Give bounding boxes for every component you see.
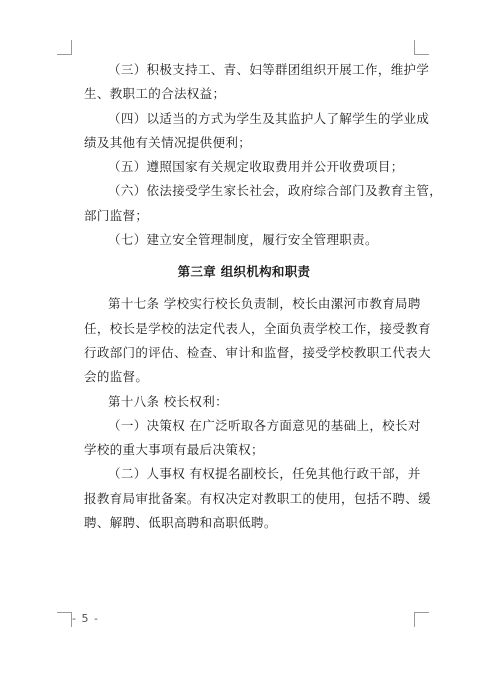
crop-mark-bottom-left bbox=[57, 612, 72, 627]
paragraph-line: 聘、解聘、低职高聘和高职低聘。 bbox=[84, 515, 277, 531]
paragraph-line: 绩及其他有关情况提供便利； bbox=[84, 134, 252, 150]
paragraph-line: 行政部门的评估、检查、审计和监督，接受学校教职工代表大 bbox=[84, 344, 431, 360]
paragraph-line: （四）以适当的方式为学生及其监护人了解学生的学业成 bbox=[108, 110, 430, 126]
paragraph-line: （六）依法接受学生家长社会，政府综合部门及教育主管， bbox=[108, 183, 443, 199]
paragraph-line: （七）建立安全管理制度，履行安全管理职责。 bbox=[108, 232, 378, 248]
paragraph-line: （一）决策权 在广泛听取各方面意见的基础上，校长对 bbox=[108, 417, 421, 433]
document-body bbox=[84, 58, 443, 535]
page-number: - 5 - bbox=[72, 612, 99, 625]
paragraph-line: 生、教职工的合法权益； bbox=[84, 86, 226, 102]
paragraph-line: （三）积极支持工、青、妇等群团组织开展工作，维护学 bbox=[108, 62, 430, 77]
paragraph-line: （二）人事权 有权提名副校长，任免其他行政干部，并 bbox=[108, 466, 421, 482]
crop-mark-top-left bbox=[57, 40, 72, 55]
paragraph-line: （五）遵照国家有关规定收取费用并公开收费项目； bbox=[108, 159, 404, 175]
paragraph-line: 第十七条 学校实行校长负责制，校长由漯河市教育局聘 bbox=[108, 296, 421, 312]
crop-mark-bottom-right bbox=[414, 612, 429, 627]
paragraph-line: 报教育局审批备案。有权决定对教职工的使用，包括不聘、缓 bbox=[84, 490, 431, 506]
paragraph-line: 会的监督。 bbox=[84, 369, 149, 385]
chapter-title: 第三章 组织机构和职责 bbox=[177, 264, 311, 280]
crop-mark-top-right bbox=[414, 40, 429, 55]
paragraph-line: 第十八条 校长权利： bbox=[108, 393, 228, 409]
paragraph-line: 部门监督； bbox=[84, 207, 149, 223]
paragraph-line: 任，校长是学校的法定代表人，全面负责学校工作，接受教育 bbox=[84, 320, 431, 336]
paragraph-line: 学校的重大事项有最后决策权； bbox=[84, 442, 264, 458]
